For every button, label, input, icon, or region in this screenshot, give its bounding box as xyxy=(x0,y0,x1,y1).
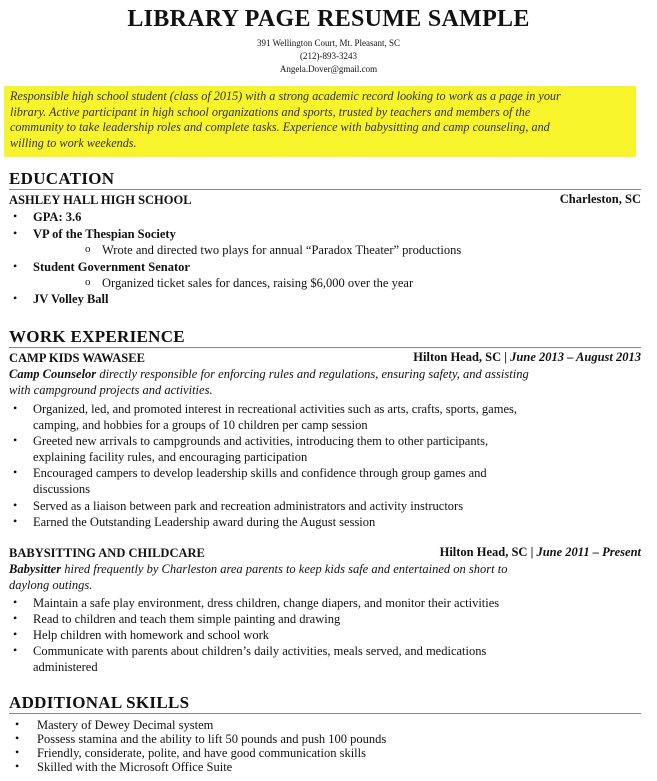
job1-desc: directly responsible for enforcing rules and regulations, ensuring safety, and assisting xyxy=(96,367,529,381)
bullet-icon: • xyxy=(13,498,18,512)
job1-desc-cont: with campground projects and activities. xyxy=(9,383,213,397)
skill-item: Possess stamina and the ability to lift 50 pounds and push 100 pounds xyxy=(37,732,387,746)
job1-description xyxy=(9,366,529,382)
job1-bullet-cont: camping, and hobbies for a groups of 10 children per camp session xyxy=(33,418,368,432)
bullet-icon: • xyxy=(13,209,18,223)
bullet-icon: • xyxy=(13,259,18,273)
job2-bullet: Read to children and teach them simple painting and drawing xyxy=(33,612,341,626)
bullet-icon: • xyxy=(15,759,20,773)
thespian-role: VP of the Thespian Society xyxy=(33,227,176,241)
section-divider xyxy=(9,189,641,190)
job2-bullet: Help children with homework and school work xyxy=(33,628,270,642)
skills-heading: ADDITIONAL SKILLS xyxy=(9,693,190,712)
contact-email: Angela.Dover@gmail.com xyxy=(279,64,378,74)
job1-bullet: Encouraged campers to develop leadership skills and confidence through group games and xyxy=(33,466,487,480)
bullet-icon: • xyxy=(13,291,18,305)
job2-org: BABYSITTING AND CHILDCARE xyxy=(9,546,205,560)
gpa: GPA: 3.6 xyxy=(33,210,82,224)
job2-bullet: Maintain a safe play environment, dress children, change diapers, and monitor their activities xyxy=(33,596,500,610)
job2-desc-cont: daylong outings. xyxy=(9,578,93,592)
work-heading: WORK EXPERIENCE xyxy=(9,327,185,346)
job1-role: Camp Counselor xyxy=(9,367,97,381)
summary-line: library. Active participant in high school organizations and sports, trusted by teachers and members of the xyxy=(10,104,531,119)
circle-bullet-icon: o xyxy=(85,276,91,288)
bullet-icon: • xyxy=(13,627,18,641)
volley-ball: JV Volley Ball xyxy=(33,292,109,306)
job2-bullet-cont: administered xyxy=(33,660,98,674)
job1-bullet: Served as a liaison between park and recreation administrators and activity instructors xyxy=(33,499,464,513)
bullet-icon: • xyxy=(15,717,20,731)
summary-line: willing to work weekends. xyxy=(10,135,137,150)
summary-line: community to take leadership roles and complete tasks. Experience with babysitting and camp counseling, and xyxy=(10,120,550,135)
contact-phone: (212)-893-3243 xyxy=(300,51,357,61)
job1-dates: June 2013 – August 2013 xyxy=(510,350,641,364)
bullet-icon: • xyxy=(13,401,18,415)
bullet-icon: • xyxy=(13,643,18,657)
job1-location: Hilton Head, SC | xyxy=(413,350,511,364)
job1-org: CAMP KIDS WAWASEE xyxy=(9,351,145,365)
job2-bullet: Communicate with parents about children’s daily activities, meals served, and medications xyxy=(33,644,487,658)
job2-role: Babysitter xyxy=(9,562,62,576)
thespian-detail: Wrote and directed two plays for annual “Paradox Theater” productions xyxy=(102,243,462,257)
circle-bullet-icon: o xyxy=(85,243,91,255)
job2-location: Hilton Head, SC | xyxy=(439,545,537,559)
bullet-icon: • xyxy=(13,595,18,609)
contact-address: 391 Wellington Court, Mt. Pleasant, SC xyxy=(256,38,401,48)
job1-location-dates xyxy=(413,350,641,365)
bullet-icon: • xyxy=(15,745,20,759)
job2-dates: June 2011 – Present xyxy=(536,545,641,559)
job1-bullet: Earned the Outstanding Leadership award during the August session xyxy=(33,515,376,529)
job2-description xyxy=(9,561,507,577)
education-heading: EDUCATION xyxy=(9,169,115,188)
section-divider xyxy=(9,713,641,714)
senator-role: Student Government Senator xyxy=(33,260,190,274)
skill-item: Skilled with the Microsoft Office Suite xyxy=(37,760,233,774)
bullet-icon: • xyxy=(13,226,18,240)
job1-bullet: Organized, led, and promoted interest in recreational activities such as arts, crafts, sports, games, xyxy=(33,402,517,416)
job1-bullet-cont: explaining facility rules, and encouraging participation xyxy=(33,450,308,464)
job2-desc: hired frequently by Charleston area parents to keep kids safe and entertained on short to xyxy=(61,562,508,576)
job1-bullet-cont: discussions xyxy=(33,482,90,496)
job1-bullet: Greeted new arrivals to campgrounds and activities, introducing them to other participants, xyxy=(33,434,489,448)
section-divider xyxy=(9,347,641,348)
summary-line: Responsible high school student (class of 2015) with a strong academic record looking to work as a page in your xyxy=(10,89,561,103)
job2-location-dates xyxy=(440,545,641,560)
bullet-icon: • xyxy=(13,465,18,479)
summary-highlight xyxy=(4,86,636,157)
school-name: ASHLEY HALL HIGH SCHOOL xyxy=(9,193,192,207)
skill-item: Mastery of Dewey Decimal system xyxy=(37,718,214,732)
school-location: Charleston, SC xyxy=(559,192,641,206)
senator-detail: Organized ticket sales for dances, raising $6,000 over the year xyxy=(102,276,414,290)
bullet-icon: • xyxy=(13,514,18,528)
bullet-icon: • xyxy=(13,611,18,625)
skill-item: Friendly, considerate, polite, and have good communication skills xyxy=(37,746,366,760)
bullet-icon: • xyxy=(15,731,20,745)
bullet-icon: • xyxy=(13,433,18,447)
resume-title: LIBRARY PAGE RESUME SAMPLE xyxy=(127,6,530,32)
